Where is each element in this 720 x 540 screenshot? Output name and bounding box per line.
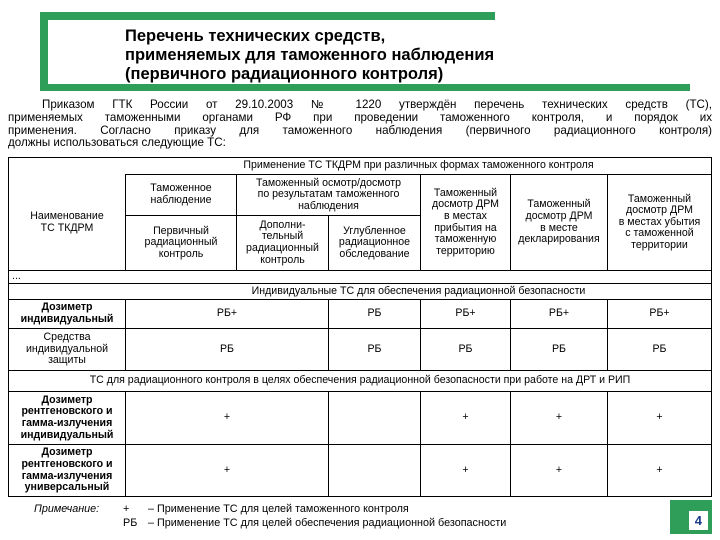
arrival-inspection-header: Таможенный досмотр ДРМ в местах прибытия на таможенную территорию	[432, 186, 499, 257]
left-accent-bar	[40, 12, 48, 90]
table-cell: +	[223, 411, 231, 424]
table-cell: +	[462, 411, 469, 424]
note-text-plus: – Применение ТС для целей таможенного контроля	[148, 503, 409, 515]
ellipsis-row: ...	[12, 270, 21, 283]
intro-line-1: Приказом ГТК России от 29.10.2003 № 1220 утверждён перечень технических средств (ТС),	[42, 98, 712, 111]
table-row-name: Дозиметр индивидуальный	[20, 301, 114, 325]
additional-control-header: Дополни- тельный радиационный контроль	[246, 218, 319, 266]
intro-line-2: применяемых таможенными органами РФ при проведении таможенного контроля, и порядок их	[8, 110, 712, 124]
inspection-header: Таможенный осмотр/досмотр по результатам таможенного наблюдения	[256, 176, 401, 212]
table-top-header: Применение ТС ТКДРМ при различных формах таможенного контроля	[243, 159, 594, 172]
table-cell: РБ	[367, 307, 382, 320]
table-cell: +	[656, 411, 663, 424]
departure-inspection-header: Таможенный досмотр ДРМ в местах убытия с таможенной территории	[618, 192, 701, 251]
table-cell: +	[656, 463, 663, 476]
table-cell: РБ+	[455, 307, 476, 320]
intro-line-3: применения. Согласно приказу для таможенного наблюдения (первичного радиационного контроля)	[8, 123, 712, 137]
section-radiation-header: ТС для радиационного контроля в целях обеспечения радиационной безопасности при работе на ДРТ и РИП	[89, 374, 631, 387]
note-label: Примечание:	[34, 503, 100, 515]
table-cell: РБ	[551, 342, 567, 355]
primary-control-header: Первичный радиационный контроль	[144, 224, 218, 260]
page-title	[125, 27, 645, 84]
table-cell	[329, 445, 420, 496]
note-symbol-rb: РБ	[123, 517, 138, 529]
page-number: 4	[689, 511, 708, 530]
table-cell: +	[555, 411, 563, 424]
top-accent-bar	[40, 12, 495, 20]
table-row-name: Дозиметр рентгеновского и гамма-излучения универсальный	[21, 446, 113, 494]
table-cell: РБ	[367, 342, 382, 355]
observation-header: Таможенное наблюдение	[150, 182, 212, 206]
table-cell: +	[462, 463, 469, 476]
table-cell: РБ+	[548, 307, 570, 320]
declaration-inspection-header: Таможенный досмотр ДРМ в месте декларирования	[518, 198, 600, 246]
table-cell: РБ+	[649, 307, 670, 320]
title-line-2: применяемых для таможенного наблюдения	[125, 46, 495, 64]
table-cell: +	[223, 463, 231, 476]
table-cell	[329, 392, 420, 444]
table-cell: РБ	[458, 342, 473, 355]
title-line-1: Перечень технических средств,	[125, 27, 386, 45]
table-cell: +	[555, 463, 563, 476]
intro-paragraph	[8, 99, 712, 150]
bottom-accent-bar	[40, 84, 690, 91]
name-column-header: Наименование ТС ТКДРМ	[30, 209, 104, 234]
table-cell: РБ	[652, 342, 667, 355]
page-number-badge	[670, 500, 712, 534]
table-row-name: Дозиметр рентгеновского и гамма-излучения индивидуальный	[20, 393, 114, 441]
note-text-rb: – Применение ТС для целей обеспечения радиационной безопасности	[148, 517, 507, 529]
table-cell: РБ	[219, 342, 235, 355]
intro-line-4: должны использоваться следующие ТС:	[8, 136, 226, 150]
table-row-name: Средства индивидуальной защиты	[25, 331, 109, 367]
title-line-3: (первичного радиационного контроля)	[125, 65, 444, 83]
table-cell: РБ+	[216, 307, 238, 320]
note-symbol-plus: +	[123, 503, 130, 515]
deep-survey-header: Углубленное радиационное обследование	[338, 224, 411, 260]
section-individual-header: Индивидуальные ТС для обеспечения радиационной безопасности	[251, 284, 586, 297]
